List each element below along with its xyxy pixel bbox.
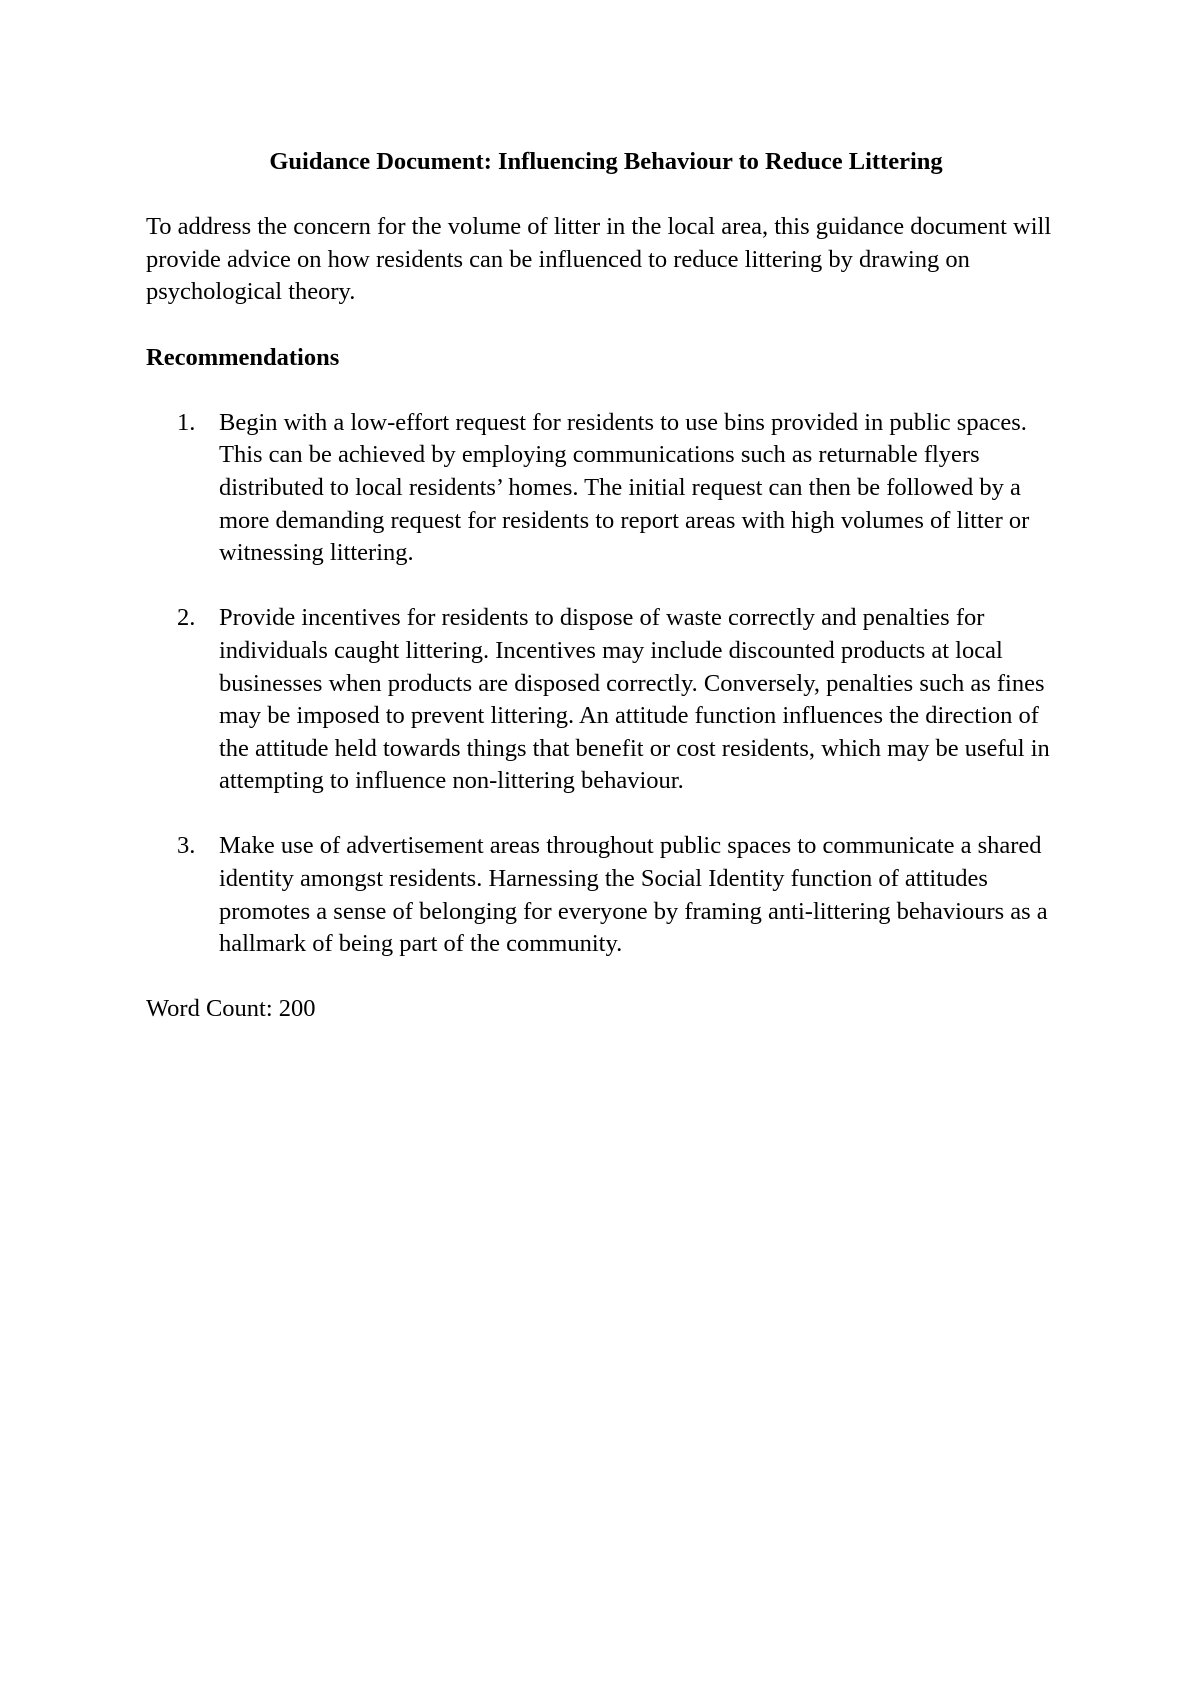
recommendations-list (146, 407, 1066, 961)
recommendation-item-1 (146, 407, 1066, 570)
recommendation-text: Make use of advertisement areas throughout public spaces to communicate a shared identity amongst residents. Harnessing the Social Identity function of attitudes promotes a sense of belonging for everyone by framing anti-littering behaviours as a hallmark of being part of the community. (219, 832, 1048, 958)
recommendation-item-2 (146, 602, 1066, 798)
word-count: Word Count: 200 (146, 995, 316, 1023)
document-title: Guidance Document: Influencing Behaviour to Reduce Littering (269, 148, 943, 175)
recommendations-heading: Recommendations (146, 343, 340, 371)
recommendation-number: 2. (177, 604, 196, 632)
recommendation-text: Provide incentives for residents to dispose of waste correctly and penalties for individuals caught littering. Incentives may include discounted products at local businesses when products are disposed correctly. Conversely, penalties such as fines may be imposed to prevent littering. An attitude function influences the direction of the attitude held towards things that benefit or cost residents, which may be useful in attempting to influence non-littering behaviour. (219, 604, 1050, 795)
recommendation-item-3 (146, 830, 1066, 960)
document-body (146, 146, 1066, 1026)
recommendation-number: 3. (177, 832, 196, 860)
intro-paragraph: To address the concern for the volume of litter in the local area, this guidance document will provide advice on how residents can be influenced to reduce littering by drawing on psychological theory. (146, 213, 1052, 306)
recommendation-text: Begin with a low-effort request for residents to use bins provided in public spaces. This can be achieved by employing communications such as returnable flyers distributed to local residents’ homes. The initial request can then be followed by a more demanding request for residents to report areas with high volumes of litter or witnessing littering. (219, 408, 1030, 567)
recommendation-number: 1. (177, 408, 196, 436)
